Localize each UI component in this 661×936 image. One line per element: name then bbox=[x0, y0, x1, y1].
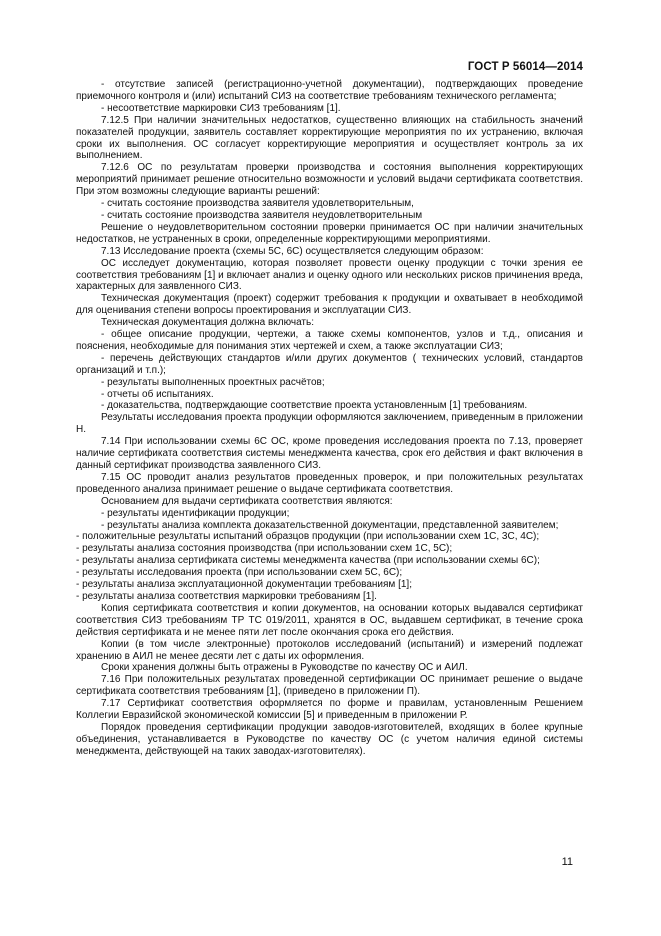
paragraph: Техническая документация должна включать: bbox=[101, 317, 314, 329]
paragraph: - доказательства, подтверждающие соответствие проекта установленным [1] требованиям. bbox=[101, 400, 528, 412]
paragraph: - результаты исследования проекта (при использовании схем 5С, 6С); bbox=[76, 567, 403, 579]
paragraph: Техническая документация (проект) содержит требования к продукции и охватывает в необходимой для оценивания степени вопросы проектирования и эксплуатации СИЗ. bbox=[76, 293, 583, 317]
paragraph: 7.16 При положительных результатах проведенной сертификации ОС принимает решение о выдаче сертификата соответствия требованиям [1], (приведено в приложении П). bbox=[76, 674, 583, 698]
paragraph: ОС исследует документацию, которая позволяет провести оценку продукции с точки зрения ее соответствия требованиям [1] и включает анализ и оценку одного или нескольких рисков причинения вреда, характерных для заявленного СИЗ. bbox=[76, 257, 583, 293]
paragraph: 7.14 При использовании схемы 6С ОС, кроме проведения исследования проекта по 7.13, проверяет наличие сертификата соответствия системы менеджмента качества, срок его действия и факт включения в данный сертификат производства заявленного СИЗ. bbox=[76, 436, 583, 471]
paragraph: Решение о неудовлетворительном состоянии проверки принимается ОС при наличии значительных недостатков, не устраненных в сроки, определенные корректирующими мероприятиями. bbox=[76, 221, 583, 245]
paragraph: 7.12.5 При наличии значительных недостатков, существенно влияющих на стабильность значений показателей продукции, заявитель составляет корректирующие мероприятия по их устранению, включая сроки их выполнения. ОС согласует корректирующие мероприятия и осуществляет контроль за их выполнением. bbox=[76, 114, 583, 162]
paragraph: Копия сертификата соответствия и копии документов, на основании которых выдавался сертификат соответствия СИЗ требованиям ТР ТС 019/2011, хранятся в ОС, выдавшем сертификат, в течение срока действия сертификата и не менее пяти лет после окончания срока его действия. bbox=[76, 602, 583, 638]
paragraph: - считать состояние производства заявителя неудовлетворительным bbox=[101, 209, 423, 221]
paragraph: 7.12.6 ОС по результатам проверки производства и состояния выполнения корректирующих мероприятий принимает решение относительно возможности и условий выдачи сертификата соответствия. При этом возможны следующие варианты решений: bbox=[76, 162, 583, 198]
paragraph: 7.15 ОС проводит анализ результатов проведенных проверок, и при положительных результатах проведенного анализа принимает решение о выдаче сертификата соответствия. bbox=[76, 471, 583, 495]
paragraph: Копии (в том числе электронные) протоколов исследований (испытаний) и измерений подлежат хранению в АИЛ не менее десяти лет с даты их оформления. bbox=[76, 638, 583, 662]
paragraph: - перечень действующих стандартов и/или других документов ( технических условий, стандартов организаций и т.п.); bbox=[76, 352, 583, 376]
paragraph: Порядок проведения сертификации продукции заводов-изготовителей, входящих в более крупные объединения, устанавливается в Руководстве по качеству ОС (с учетом наличия единой системы менеджмента, действующей на таких заводах-изготовителях). bbox=[76, 721, 583, 757]
paragraph: - результаты анализа сертификата системы менеджмента качества (при использовании схемы 6С); bbox=[76, 555, 540, 567]
paragraph: 7.17 Сертификат соответствия оформляется по форме и правилам, установленным Решением Коллегии Евразийской экономической комиссии [5] и приведенным в приложении Р. bbox=[76, 698, 583, 722]
paragraph: - результаты анализа комплекта доказательственной документации, представленной заявителем; bbox=[101, 519, 559, 531]
paragraph: Сроки хранения должны быть отражены в Руководстве по качеству ОС и АИЛ. bbox=[101, 662, 468, 674]
paragraph: Основанием для выдачи сертификата соответствия являются: bbox=[101, 495, 393, 507]
paragraph: - отсутствие записей (регистрационно-учетной документации), подтверждающих проведение приемочного контроля и (или) испытаний СИЗ на соответствие требованиям технического регламента; bbox=[76, 79, 583, 102]
paragraph: Результаты исследования проекта продукции оформляются заключением, приведенным в приложении Н. bbox=[76, 412, 583, 436]
paragraph: - результаты анализа состояния производства (при использовании схем 1С, 5С); bbox=[76, 543, 453, 555]
document-body bbox=[76, 79, 583, 758]
document-code: ГОСТ Р 56014—2014 bbox=[467, 61, 583, 73]
paragraph: 7.13 Исследование проекта (схемы 5С, 6С) осуществляется следующим образом: bbox=[101, 245, 484, 257]
paragraph: - результаты выполненных проектных расчётов; bbox=[101, 376, 325, 388]
paragraph: - отчеты об испытаниях. bbox=[101, 388, 214, 400]
paragraph: - результаты анализа соответствия маркировки требованиям [1]. bbox=[76, 590, 377, 602]
paragraph: - положительные результаты испытаний образцов продукции (при использовании схем 1С, 3С, 4С); bbox=[76, 531, 540, 543]
paragraph: - общее описание продукции, чертежи, а также схемы компонентов, узлов и т.д., описания и пояснения, необходимые для понимания этих чертежей и схем, а также эксплуатации СИЗ; bbox=[76, 329, 583, 352]
paragraph: - результаты идентификации продукции; bbox=[101, 507, 290, 519]
page-number: 11 bbox=[561, 856, 573, 868]
paragraph: - несоответствие маркировки СИЗ требованиям [1]. bbox=[101, 102, 341, 114]
paragraph: - результаты анализа эксплуатационной документации требованиям [1]; bbox=[76, 579, 412, 591]
paragraph: - считать состояние производства заявителя удовлетворительным, bbox=[101, 198, 414, 210]
